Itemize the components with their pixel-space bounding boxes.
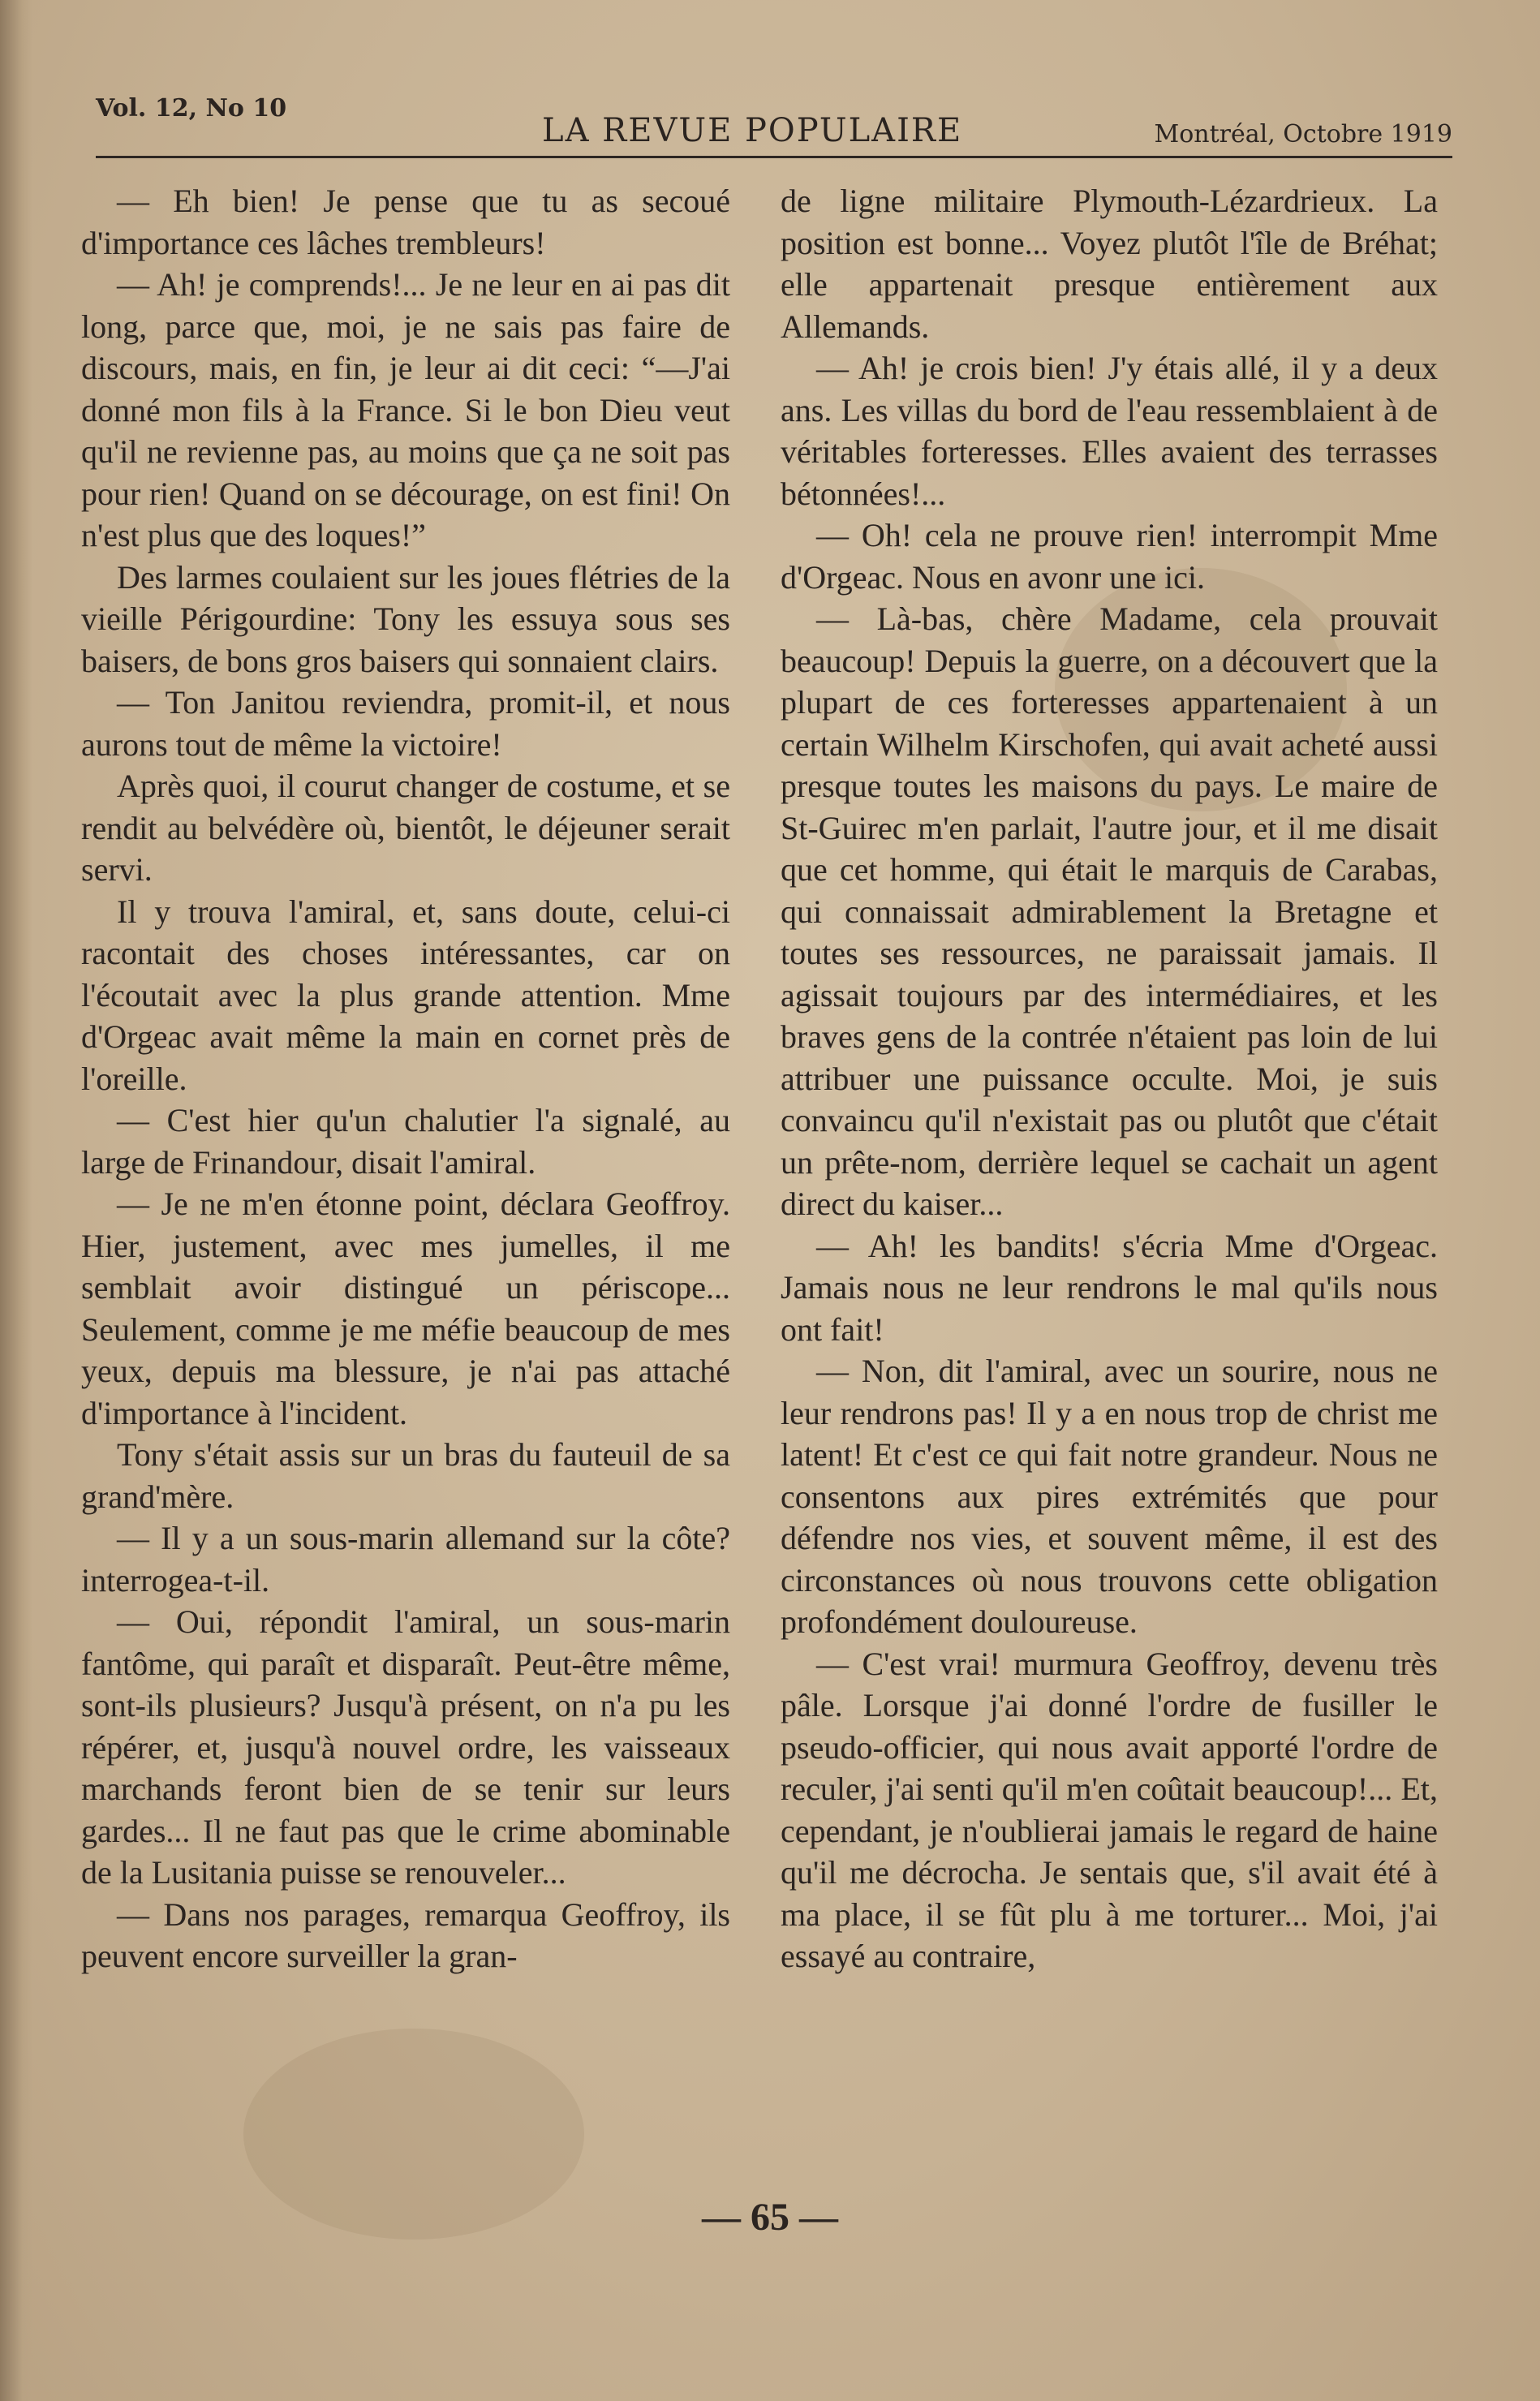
paragraph: Tony s'était assis sur un bras du fauteuil de sa grand'mère.: [81, 1436, 730, 1515]
paragraph: — Là-bas, chère Madame, cela prouvait beaucoup! Depuis la guerre, on a découvert que la plupart de ces forteresses appartenaient à un certain Wilhelm Kirschofen, qui avait acheté aussi presque toutes les maisons du pays. Le maire de St-Guirec m'en parlait, l'autre jour, et il me disait que cet homme, qui était le marquis de Carabas, qui connaissait admirablement la Bretagne et toutes ses ressources, ne paraissait jamais. Il agissait toujours par des intermédiaires, et les braves gens de la contrée n'étaient pas loin de lui attribuer une puissance occulte. Moi, je suis convaincu qu'il n'existait pas ou plutôt que c'était un prête-nom, derrière lequel se cachait un agent direct du kaiser...: [781, 600, 1438, 1222]
paragraph: — Oui, répondit l'amiral, un sous-marin fantôme, qui paraît et disparaît. Peut-être même, sont-ils plusieurs? Jusqu'à présent, on n'a pu les répérer, et, jusqu'à nouvel ordre, les vaisseaux marchands feront bien de se tenir sur leurs gardes... Il ne faut pas que le crime abominable de la Lusitania puisse se renouveler...: [81, 1603, 730, 1891]
paragraph: — Eh bien! Je pense que tu as secoué d'importance ces lâches trembleurs!: [81, 183, 730, 261]
paragraph: — C'est vrai! murmura Geoffroy, devenu très pâle. Lorsque j'ai donné l'ordre de fusiller le pseudo-officier, qui nous avait apporté l'ordre de reculer, j'ai senti qu'il m'en coûtait beaucoup!... Et, cependant, je n'oublierai jamais le regard de haine qu'il me décrocha. Je sentais que, s'il avait été à ma place, il se fût plu à me torturer... Moi, j'ai essayé au contraire,: [781, 1645, 1438, 1974]
place-date: Montréal, Octobre 1919: [1154, 120, 1452, 148]
paragraph: Il y trouva l'amiral, et, sans doute, celui-ci racontait des choses intéressantes, car on l'écoutait avec la plus grande attention. Mme d'Orgeac avait même la main en cornet près de l'oreille.: [81, 893, 730, 1097]
paragraph: — Il y a un sous-marin allemand sur la côte? interrogea-t-il.: [81, 1520, 730, 1599]
page-binding-shadow: [0, 0, 32, 2401]
paragraph: — C'est hier qu'un chalutier l'a signalé, au large de Frinandour, disait l'amiral.: [81, 1102, 730, 1181]
paragraph: Après quoi, il courut changer de costume, et se rendit au belvédère où, bientôt, le déjeuner serait servi.: [81, 768, 730, 888]
page-header: [96, 89, 1452, 154]
page-number: — 65 —: [702, 2196, 838, 2239]
paragraph: — Ah! les bandits! s'écria Mme d'Orgeac. Jamais nous ne leur rendrons le mal qu'ils nous ont fait!: [781, 1227, 1438, 1348]
header-rule: [96, 156, 1452, 158]
paragraph: — Je ne m'en étonne point, déclara Geoffroy. Hier, justement, avec mes jumelles, il me semblait avoir distingué un périscope... Seulement, comme je me méfie beaucoup de mes yeux, depuis ma blessure, je n'ai pas attaché d'importance à l'incident.: [81, 1185, 730, 1431]
right-column: [781, 180, 1438, 1977]
paragraph: — Ah! je crois bien! J'y étais allé, il y a deux ans. Les villas du bord de l'eau ressemblaient à de véritables forteresses. Elles avaient des terrasses bétonnées!...: [781, 350, 1438, 512]
volume-number: Vol. 12, No 10: [96, 94, 287, 123]
left-column: [81, 180, 730, 1977]
paragraph: — Ton Janitou reviendra, promit-il, et nous aurons tout de même la victoire!: [81, 684, 730, 763]
paragraph: — Ah! je comprends!... Je ne leur en ai pas dit long, parce que, moi, je ne sais pas faire de discours, mais, en fin, je leur ai dit ceci: “—J'ai donné mon fils à la France. Si le bon Dieu veut qu'il ne revienne pas, au moins que ça ne soit pas pour rien! Quand on se décourage, on est fini! On n'est plus que des loques!”: [81, 266, 730, 553]
paragraph: de ligne militaire Plymouth-Lézardrieux. La position est bonne... Voyez plutôt l'île de Bréhat; elle appartenait presque entièrement aux Allemands.: [781, 183, 1438, 345]
paragraph: — Oh! cela ne prouve rien! interrompit Mme d'Orgeac. Nous en avonr une ici.: [781, 517, 1438, 596]
publication-title: LA REVUE POPULAIRE: [542, 112, 963, 149]
paragraph: — Dans nos parages, remarqua Geoffroy, ils peuvent encore surveiller la gran-: [81, 1895, 730, 1974]
paragraph: — Non, dit l'amiral, avec un sourire, nous ne leur rendrons pas! Il y a en nous trop de christ me latent! Et c'est ce qui fait notre grandeur. Nous ne consentons aux pires extrémités que pour défendre nos vies, et souvent même, il est des circonstances où nous trouvons cette obligation profondément douloureuse.: [781, 1353, 1438, 1640]
paragraph: Des larmes coulaient sur les joues flétries de la vieille Périgourdine: Tony les essuya sous ses baisers, de bons gros baisers qui sonnaient clairs.: [81, 558, 730, 679]
